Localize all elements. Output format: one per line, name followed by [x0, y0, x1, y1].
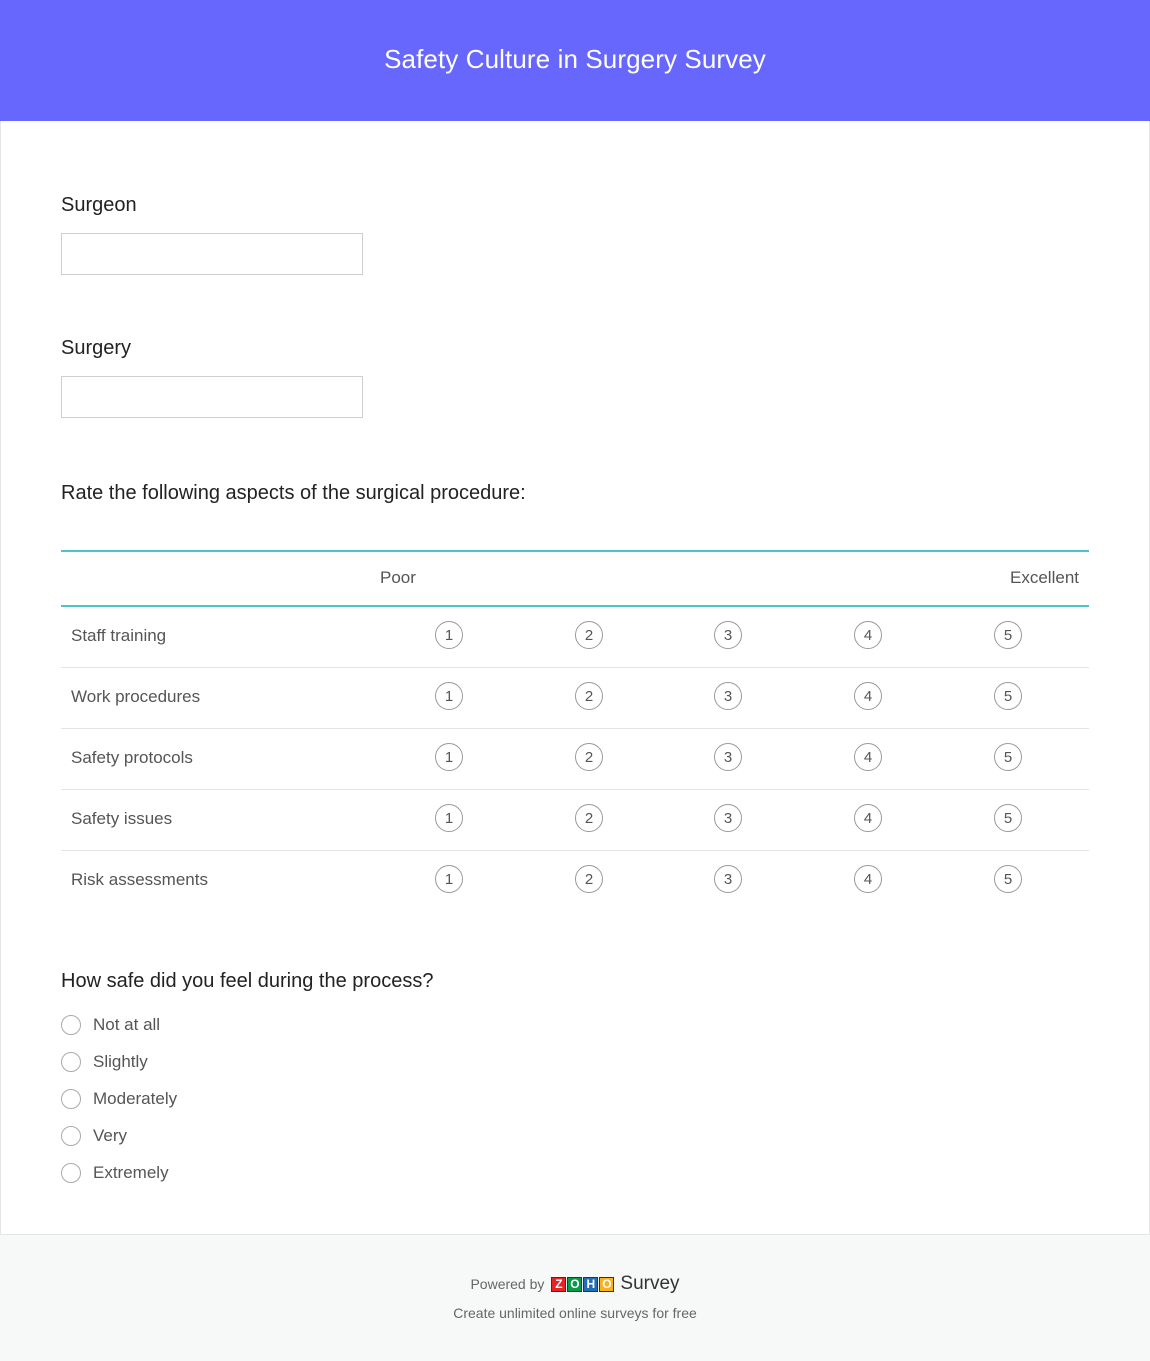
survey-title: Safety Culture in Surgery Survey	[384, 44, 766, 74]
safety-option[interactable]	[61, 1124, 127, 1148]
safety-option[interactable]	[61, 1050, 148, 1074]
rating-option-3[interactable]: 3	[714, 865, 742, 893]
rating-option-1[interactable]: 1	[435, 621, 463, 649]
scale-low-label: Poor	[380, 568, 416, 587]
surgery-input[interactable]	[61, 376, 363, 418]
radio-label[interactable]: Moderately	[93, 1089, 178, 1108]
matrix-row	[61, 729, 1089, 790]
survey-header	[0, 0, 1150, 121]
rating-option-4[interactable]: 4	[854, 621, 882, 649]
matrix-row-label: Staff training	[71, 626, 167, 645]
rating-option-5[interactable]: 5	[994, 865, 1022, 893]
safety-option[interactable]	[61, 1013, 160, 1037]
matrix-row	[61, 851, 1089, 911]
rating-option-4[interactable]: 4	[854, 682, 882, 710]
matrix-row	[61, 607, 1089, 668]
rating-option-5[interactable]: 5	[994, 621, 1022, 649]
rating-option-3[interactable]: 3	[714, 682, 742, 710]
rating-option-3[interactable]: 3	[714, 621, 742, 649]
powered-by-line	[0, 1273, 1150, 1295]
rating-option-4[interactable]: 4	[854, 743, 882, 771]
rating-option-5[interactable]: 5	[994, 804, 1022, 832]
radio-button[interactable]	[61, 1163, 81, 1183]
safety-question-label: How safe did you feel during the process?	[61, 970, 434, 992]
radio-label[interactable]: Very	[93, 1126, 128, 1145]
zoho-logo-letter: Z	[551, 1277, 566, 1292]
rating-matrix-body	[61, 607, 1089, 911]
radio-button[interactable]	[61, 1089, 81, 1109]
scale-high-label: Excellent	[1010, 568, 1079, 587]
rating-option-4[interactable]: 4	[854, 865, 882, 893]
matrix-row-label: Risk assessments	[71, 870, 208, 889]
matrix-row-label: Safety protocols	[71, 748, 193, 767]
surgeon-input[interactable]	[61, 233, 363, 275]
zoho-logo-letter: O	[599, 1277, 614, 1292]
zoho-logo[interactable]	[551, 1277, 615, 1292]
rating-matrix-header	[61, 550, 1089, 607]
rating-option-5[interactable]: 5	[994, 682, 1022, 710]
rating-option-2[interactable]: 2	[575, 865, 603, 893]
rating-matrix	[61, 550, 1089, 911]
safety-option[interactable]	[61, 1161, 169, 1185]
footer	[0, 1234, 1150, 1361]
matrix-row	[61, 790, 1089, 851]
rating-option-2[interactable]: 2	[575, 682, 603, 710]
rating-option-1[interactable]: 1	[435, 865, 463, 893]
rating-question-label: Rate the following aspects of the surgical procedure:	[61, 482, 526, 504]
radio-button[interactable]	[61, 1126, 81, 1146]
zoho-logo-letter: O	[567, 1277, 582, 1292]
rating-option-3[interactable]: 3	[714, 743, 742, 771]
product-name[interactable]: Survey	[620, 1273, 680, 1294]
rating-option-2[interactable]: 2	[575, 621, 603, 649]
rating-option-4[interactable]: 4	[854, 804, 882, 832]
radio-button[interactable]	[61, 1052, 81, 1072]
rating-option-2[interactable]: 2	[575, 743, 603, 771]
surgeon-question-label: Surgeon	[61, 194, 137, 216]
radio-label[interactable]: Not at all	[93, 1015, 161, 1034]
matrix-row-label: Safety issues	[71, 809, 173, 828]
matrix-row-label: Work procedures	[71, 687, 201, 706]
rating-option-1[interactable]: 1	[435, 743, 463, 771]
rating-option-5[interactable]: 5	[994, 743, 1022, 771]
radio-label[interactable]: Extremely	[93, 1163, 169, 1182]
surgery-question-label: Surgery	[61, 337, 132, 359]
safety-option[interactable]	[61, 1087, 177, 1111]
powered-by-text: Powered by	[470, 1276, 545, 1292]
radio-button[interactable]	[61, 1015, 81, 1035]
rating-option-1[interactable]: 1	[435, 804, 463, 832]
rating-option-2[interactable]: 2	[575, 804, 603, 832]
footer-tagline[interactable]: Create unlimited online surveys for free	[453, 1305, 697, 1321]
zoho-logo-letter: H	[583, 1277, 598, 1292]
rating-option-1[interactable]: 1	[435, 682, 463, 710]
matrix-row	[61, 668, 1089, 729]
rating-option-3[interactable]: 3	[714, 804, 742, 832]
radio-label[interactable]: Slightly	[93, 1052, 148, 1071]
